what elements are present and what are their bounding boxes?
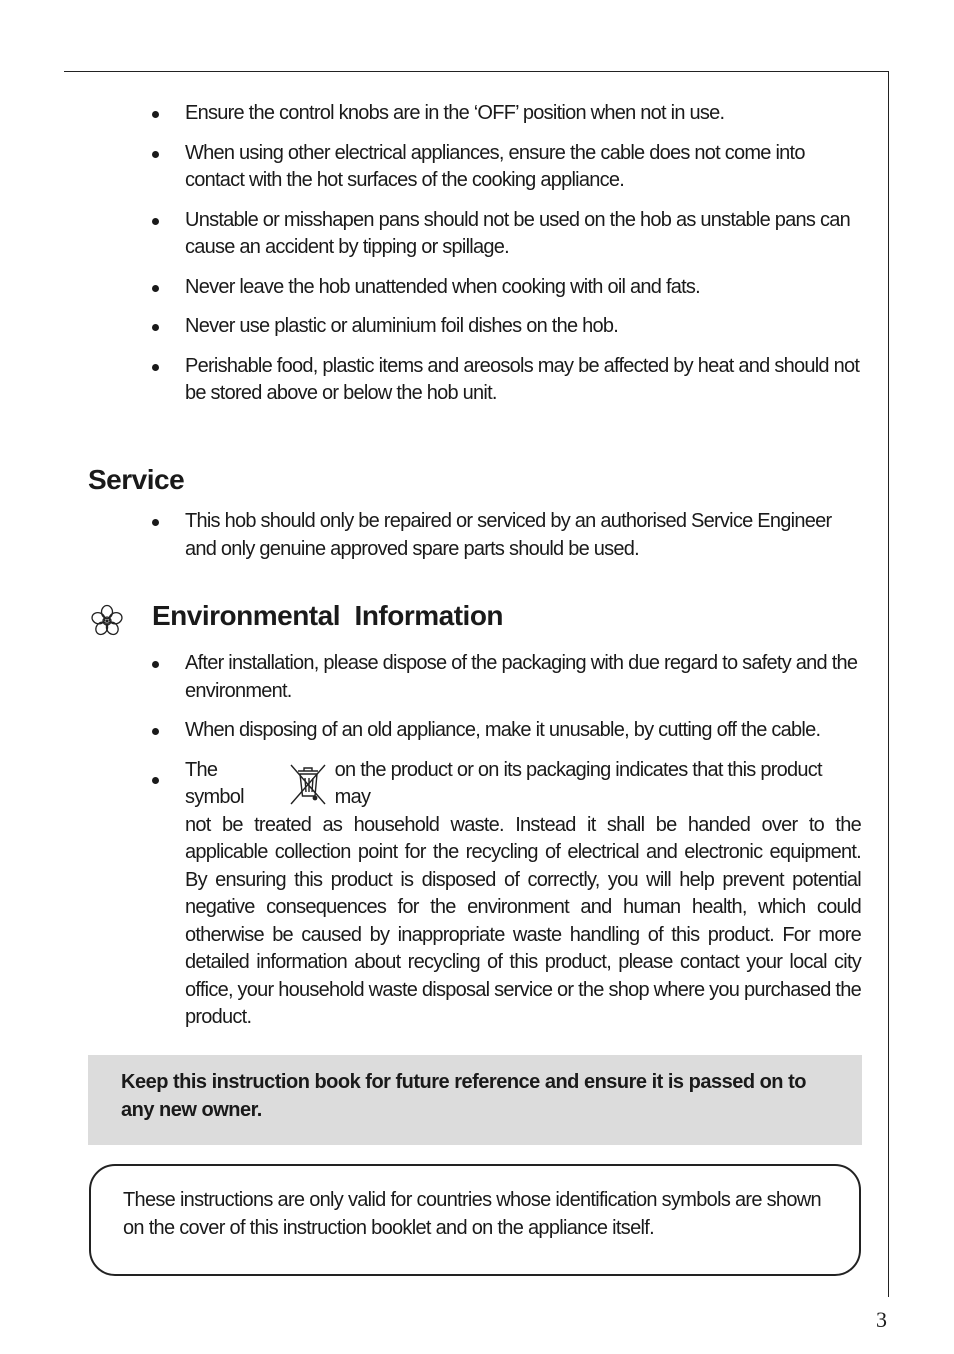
safety-bullet-list: [0, 100, 954, 420]
list-item: Unstable or misshapen pans should not be used on the hob as unstable pans can cause an accident by tipping or spillage.: [0, 207, 954, 262]
frame-top-rule: [64, 71, 889, 72]
bullet-dot: [152, 777, 159, 784]
bullet-dot: [152, 661, 159, 668]
bullet-dot: [152, 111, 159, 118]
list-item: Never leave the hob unattended when cooking with oil and fats.: [0, 274, 954, 302]
validity-notice-box: [89, 1164, 861, 1276]
list-item: [0, 757, 954, 1032]
list-item: This hob should only be repaired or serviced by an authorised Service Engineer and only genuine approved spare parts should be used.: [0, 508, 954, 563]
keep-book-note: [88, 1055, 862, 1145]
bullet-dot: [152, 285, 159, 292]
bullet-dot: [152, 218, 159, 225]
list-item: After installation, please dispose of the packaging with due regard to safety and the environment.: [0, 650, 954, 705]
crossed-out-wheelie-bin-icon: [285, 761, 331, 807]
environment-bullet-list: [0, 650, 954, 1044]
bullet-dot: [152, 324, 159, 331]
bullet-dot: [152, 151, 159, 158]
list-item: Never use plastic or aluminium foil dishes on the hob.: [0, 313, 954, 341]
list-item: Perishable food, plastic items and areosols may be affected by heat and should not be stored above or below the hob unit.: [0, 353, 954, 408]
page-number: 3: [876, 1307, 887, 1332]
service-bullet-list: [0, 508, 954, 575]
list-item: When disposing of an old appliance, make it unusable, by cutting off the cable.: [0, 717, 954, 745]
list-item: Ensure the control knobs are in the ‘OFF’ position when not in use.: [0, 100, 954, 128]
list-item: When using other electrical appliances, ensure the cable does not come into contact with the hot surfaces of the cooking appliance.: [0, 140, 954, 195]
validity-text: These instructions are only valid for countries whose identification symbols are shown on the cover of this instruction booklet and on the appliance itself.: [123, 1189, 821, 1239]
bullet-dot: [152, 728, 159, 735]
note-text: Keep this instruction book for future reference and ensure it is passed on to any new owner.: [121, 1071, 806, 1121]
bullet-dot: [152, 364, 159, 371]
bullet-dot: [152, 519, 159, 526]
weee-paragraph: not be treated as household waste. Instead it shall be handed over to the applicable collection point for the recycling of electrical and electronic equipment. By ensuring this product is disposed of correctly, you will help prevent potential negative consequences for the environment and human health, which could otherwise be caused by inappropriate waste handling of this product. For more detailed information about recycling of this product, please contact your local city office, your household waste disposal service or the shop where you purchased the product.: [185, 813, 861, 1028]
environment-heading: Environmental Information: [152, 600, 504, 631]
service-heading: Service: [88, 464, 185, 495]
flower-icon: [90, 604, 124, 638]
weee-symbol-line: The symbol on the product or on its packaging indicates that this product may: [185, 758, 822, 808]
